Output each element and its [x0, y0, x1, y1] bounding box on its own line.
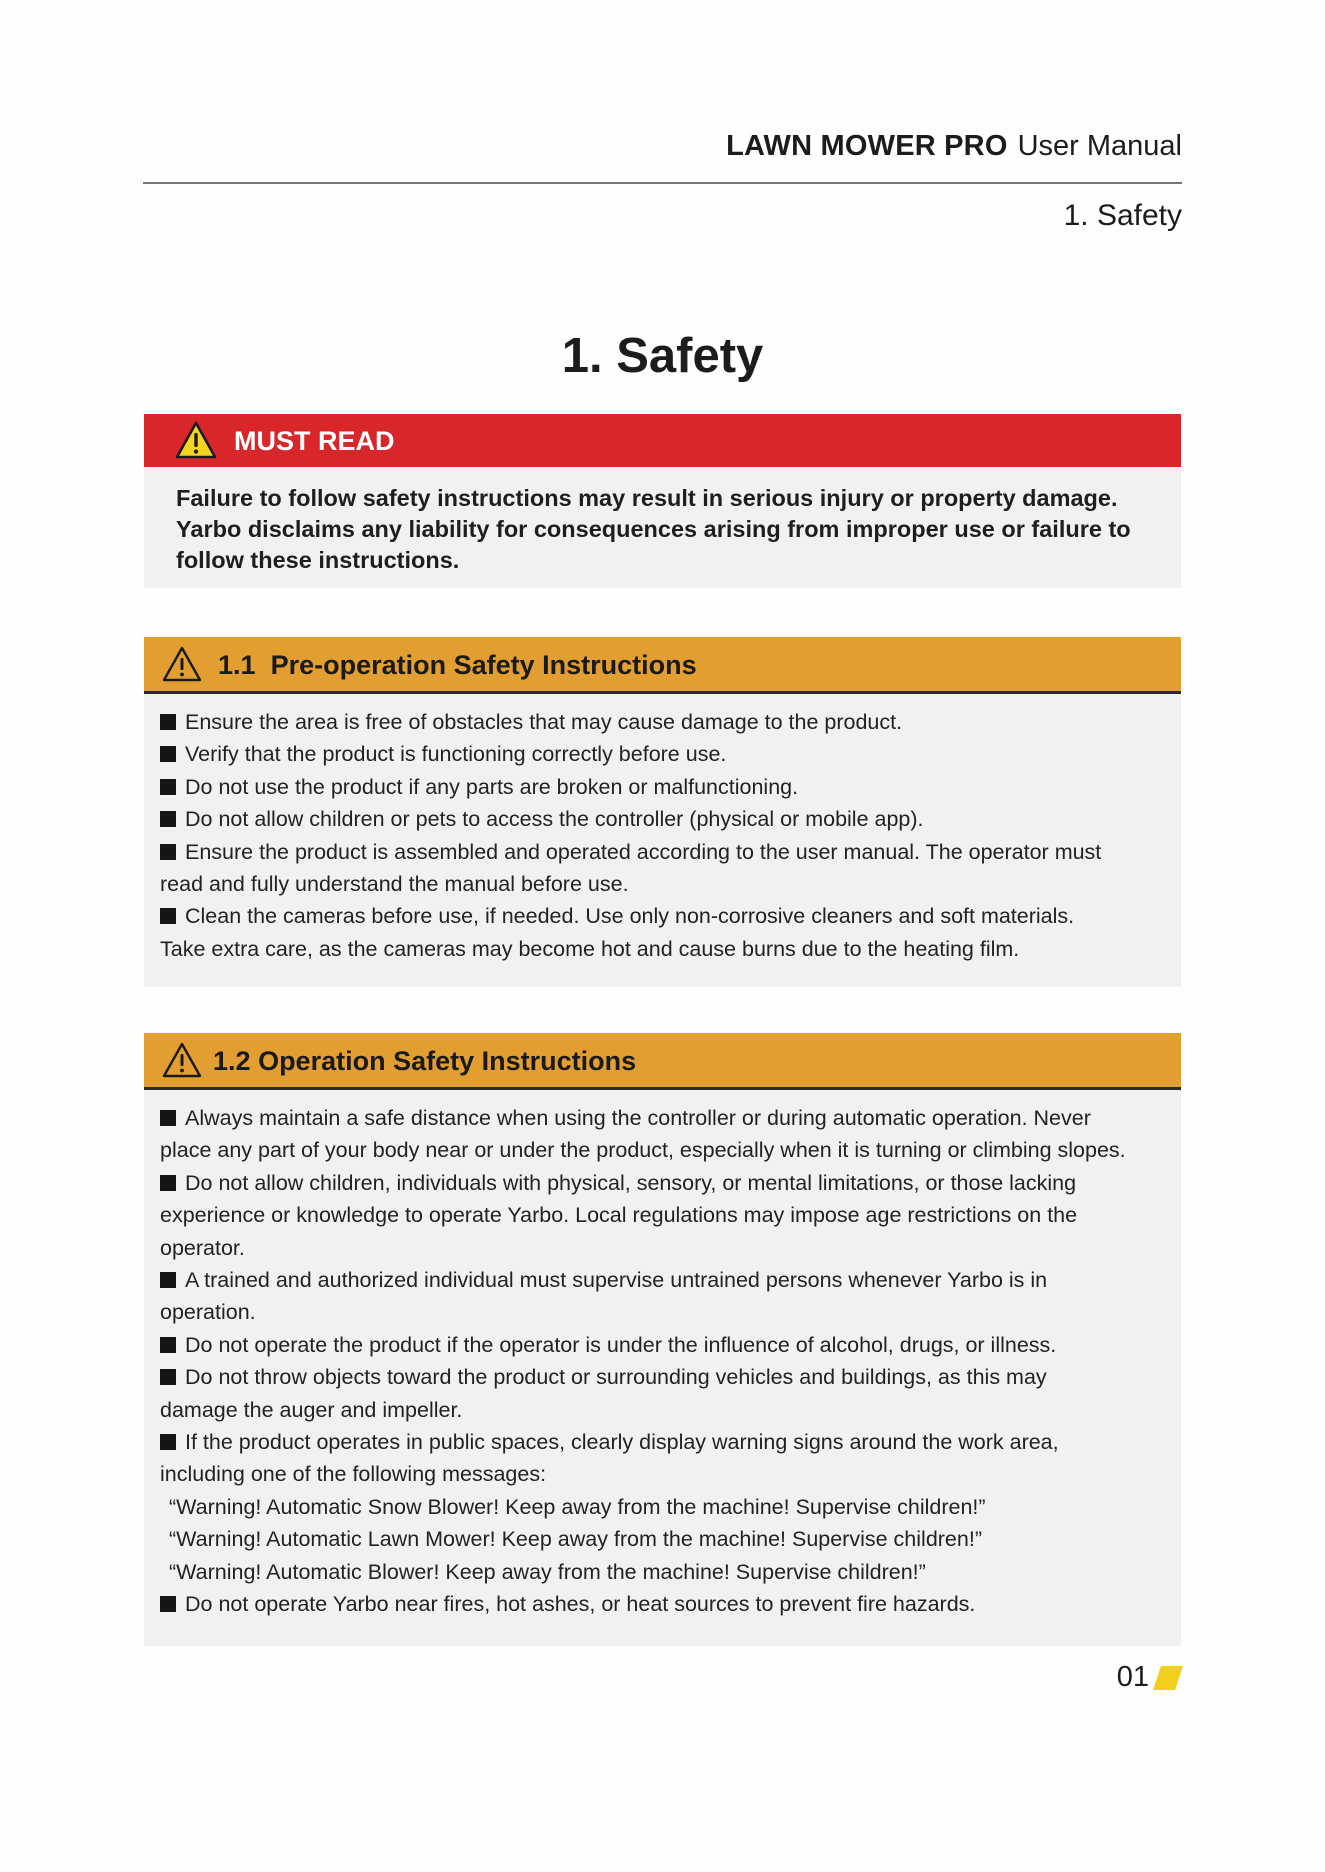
- bullet-square-icon: [160, 1369, 176, 1385]
- page-number: 01: [1116, 1661, 1149, 1693]
- section-pre-operation: [144, 637, 1181, 987]
- bullet-square-icon: [160, 1434, 176, 1450]
- must-read-label: MUST READ: [234, 426, 395, 456]
- bullet-square-icon: [160, 714, 176, 730]
- bullet-square-icon: [160, 1175, 176, 1191]
- page-title: 1. Safety: [561, 329, 764, 383]
- bullet-item: Do not throw objects toward the product or surrounding vehicles and buildings, as this may damage the auger and impeller.: [160, 1365, 1047, 1422]
- bullet-square-icon: [160, 811, 176, 827]
- bullet-item: Do not use the product if any parts are broken or malfunctioning.: [160, 771, 1157, 803]
- section-title: Operation Safety Instructions: [258, 1046, 637, 1076]
- section-body: [144, 1090, 1181, 1646]
- running-section-label: 1. Safety: [1063, 199, 1182, 232]
- section-header-bar: [144, 1033, 1181, 1090]
- warning-outline-icon: [161, 1041, 203, 1084]
- section-heading: [213, 1046, 636, 1077]
- must-read-bar: [144, 414, 1181, 467]
- bullet-item: A trained and authorized individual must supervise untrained persons whenever Yarbo is in operation.: [160, 1268, 1048, 1325]
- section-number: 1.2: [213, 1046, 251, 1076]
- page-number-accent: [1153, 1666, 1183, 1690]
- section-heading: [218, 650, 697, 681]
- section-body: [144, 694, 1181, 987]
- bullet-square-icon: [160, 1272, 176, 1288]
- product-name: LAWN MOWER PRO: [726, 130, 1008, 162]
- bullet-square-icon: [160, 1110, 176, 1126]
- bullet-item: Always maintain a safe distance when using the controller or during automatic operation. Never place any part of your body near or under the product, especially when it is turning or climbing slopes.: [160, 1106, 1126, 1163]
- section-header-bar: [144, 637, 1181, 694]
- warning-outline-icon: [161, 645, 203, 688]
- bullet-square-icon: [160, 746, 176, 762]
- running-header: [726, 130, 1182, 163]
- must-read-line: Failure to follow safety instructions may result in serious injury or property damage.: [176, 485, 1118, 511]
- bullet-item: Clean the cameras before use, if needed. Use only non-corrosive cleaners and soft materials. Take extra care, as the cameras may become hot and cause burns due to the heating film.: [160, 904, 1075, 961]
- document-type: User Manual: [1017, 130, 1182, 162]
- bullet-item: Ensure the product is assembled and operated according to the user manual. The operator must read and fully understand the manual before use.: [160, 839, 1102, 897]
- bullet-item: Do not allow children, individuals with physical, sensory, or mental limitations, or those lacking experience or knowledge to operate Yarbo. Local regulations may impose age restrictions on the operator.: [160, 1170, 1078, 1260]
- warning-triangle-icon: [175, 421, 217, 464]
- warning-message: “Warning! Automatic Snow Blower! Keep away from the machine! Supervise children!”: [169, 1494, 986, 1519]
- must-read-text: [144, 467, 1181, 588]
- bullet-square-icon: [160, 1596, 176, 1612]
- bullet-item: Do not operate the product if the operator is under the influence of alcohol, drugs, or illness.: [160, 1329, 1157, 1361]
- warning-message: “Warning! Automatic Lawn Mower! Keep away from the machine! Supervise children!”: [169, 1527, 982, 1552]
- bullet-item: Do not allow children or pets to access the controller (physical or mobile app).: [160, 803, 1157, 835]
- bullet-square-icon: [160, 1337, 176, 1353]
- bullet-item: Ensure the area is free of obstacles that may cause damage to the product.: [160, 706, 1157, 738]
- bullet-square-icon: [160, 908, 176, 924]
- bullet-square-icon: [160, 779, 176, 795]
- bullet-square-icon: [160, 844, 176, 860]
- must-read-line: Yarbo disclaims any liability for consequences arising from improper use or failure to: [176, 516, 1131, 542]
- bullet-item: If the product operates in public spaces, clearly display warning signs around the work area, including one of the following messages:: [160, 1430, 1059, 1487]
- header-divider: [143, 182, 1182, 184]
- must-read-notice: [144, 414, 1181, 588]
- bullet-item: Verify that the product is functioning correctly before use.: [160, 738, 1157, 770]
- must-read-line: follow these instructions.: [176, 547, 460, 573]
- bullet-item: Do not operate Yarbo near fires, hot ashes, or heat sources to prevent fire hazards.: [160, 1588, 1157, 1620]
- section-operation: [144, 1033, 1181, 1646]
- warning-message: “Warning! Automatic Blower! Keep away from the machine! Supervise children!”: [169, 1559, 926, 1584]
- section-number: 1.1: [218, 650, 256, 680]
- section-title: Pre-operation Safety Instructions: [270, 650, 697, 680]
